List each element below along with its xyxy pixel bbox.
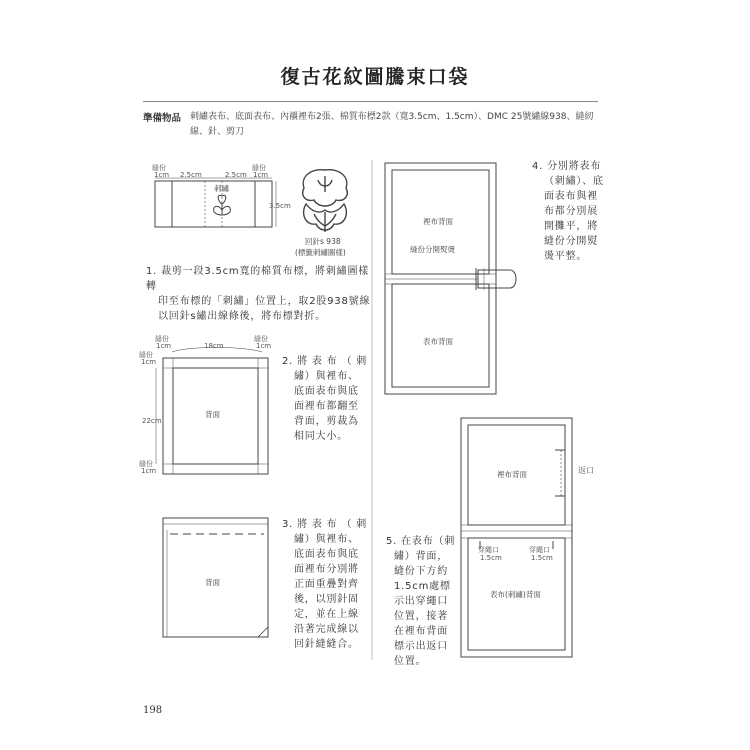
fig1-caption-line2: (標籤刺繡圖樣)	[295, 248, 346, 257]
fig5-hole-left-label: 穿繩口	[478, 546, 499, 554]
step4-line: 燙平整。	[544, 251, 588, 262]
fig1-center-label: 刺繡	[214, 184, 229, 193]
step5-line: 5. 在表布（刺	[386, 536, 456, 547]
fig2-center: 背面	[205, 410, 220, 419]
fig1-seam-right-label: 縫份	[252, 164, 266, 172]
fig2-seam-side-bottom-value: 1cm	[141, 467, 157, 475]
fig2-width: 18cm	[204, 342, 224, 350]
step4-line: 面表布與裡	[544, 191, 598, 202]
fig4-fabric	[385, 163, 516, 394]
page-number: 198	[143, 705, 163, 716]
fig2-height: 22cm	[142, 417, 162, 425]
step3-text	[282, 517, 372, 652]
step1-line: 以回針s繡出線條後，將布標對折。	[158, 311, 327, 322]
fig1-dim-height: 3.5cm	[269, 202, 291, 210]
step2-line: 背面，剪裁為	[294, 416, 359, 427]
step5-line: 示出穿繩口	[394, 596, 448, 607]
fig1-dim-left: 2.5cm	[180, 171, 202, 179]
materials-text: 刺繡表布、底面表布、內襯裡布2張、棉質布標2款（寬3.5cm、1.5cm）、DMC 25號繡線938、縫紉線、針、剪刀	[190, 112, 594, 137]
fig1-seam-left-label: 縫份	[152, 164, 166, 172]
fig1-seam-right-value: 1cm	[253, 171, 269, 179]
fig3-center: 背面	[205, 578, 220, 587]
fig2-seam-side-bottom-label: 縫份	[139, 460, 153, 468]
step5-text	[386, 534, 461, 669]
step3-line: 3. 將 表 布 （ 刺	[282, 519, 368, 530]
step3-line: 面裡布分別將	[294, 564, 359, 575]
fig1-seam-left-value: 1cm	[154, 171, 170, 179]
step3-line: 回針縫縫合。	[294, 639, 359, 650]
fig2-seam-side-top-label: 縫份	[139, 351, 153, 359]
step4-line: （刺繡）、底	[544, 176, 604, 187]
materials-label: 準備物品	[143, 113, 182, 124]
step3-line: 沿著完成線以	[294, 624, 359, 635]
embroidery-motif	[303, 170, 348, 232]
step3-line: 正面重疊對齊	[294, 579, 359, 590]
step3-line: 繡）與裡布、	[294, 534, 359, 545]
step4-line: 開攤平，將	[544, 221, 598, 232]
fig5-top-label: 裡布背面	[497, 470, 527, 479]
fig5-fabric	[461, 418, 572, 657]
fig2-seam-top-left-value: 1cm	[156, 342, 172, 350]
fig5-bottom-label: 表布(刺繡)背面	[490, 590, 541, 599]
step1-line: 1. 裁剪一段3.5cm寬的棉質布標，將刺繡圖樣轉	[146, 266, 370, 292]
step2-line: 繡）與裡布、	[294, 371, 359, 382]
step5-line: 位置。	[394, 656, 427, 667]
fig5-hole-left-value: 1.5cm	[480, 554, 502, 562]
step2-text	[282, 354, 372, 444]
step2-line: 底面表布與底	[294, 386, 359, 397]
fig5-hole-right-label: 穿繩口	[529, 546, 550, 554]
fig2-seam-top-right-label: 縫份	[254, 335, 268, 343]
step5-line: 繡）背面，	[394, 551, 448, 562]
step3-line: 定，並在上線	[294, 609, 359, 620]
step1-line: 印至布標的「刺繡」位置上，取2股938號線	[158, 296, 371, 307]
fig5-return-label: 返口	[578, 466, 594, 475]
step5-line: 在裡布背面	[394, 626, 448, 637]
step1-text	[146, 264, 371, 324]
step2-line: 相同大小。	[294, 431, 348, 442]
fig5-hole-right-value: 1.5cm	[531, 554, 553, 562]
page-title: 復古花紋圖騰束口袋	[280, 66, 470, 88]
step4-text	[532, 159, 622, 264]
step2-line: 2. 將 表 布 （ 刺	[282, 356, 368, 367]
fig2-seam-top-right-value: 1cm	[256, 342, 272, 350]
step3-line: 底面表布與底	[294, 549, 359, 560]
step4-line: 縫份分開熨	[544, 236, 598, 247]
step4-line: 4. 分別將表布	[532, 161, 602, 172]
fig4-bottom-label: 表布背面	[423, 337, 453, 346]
fig2-seam-top-left-label: 縫份	[155, 335, 169, 343]
fig4-middle-label: 縫份分開熨燙	[410, 245, 455, 254]
fig2-seam-side-top-value: 1cm	[141, 358, 157, 366]
step5-line: 標示出返口	[394, 641, 448, 652]
fig1-dim-right: 2.5cm	[225, 171, 247, 179]
step3-line: 後，以別針固	[294, 594, 359, 605]
step2-line: 面裡布都翻至	[294, 401, 359, 412]
step5-line: 縫份下方約	[394, 566, 448, 577]
fig4-top-label: 裡布背面	[423, 217, 453, 226]
step5-line: 1.5cm處標	[394, 581, 451, 592]
fig1-caption-line1: 回針s 938	[305, 237, 341, 246]
step5-line: 位置，接著	[394, 611, 448, 622]
step4-line: 布都分別展	[544, 206, 598, 217]
